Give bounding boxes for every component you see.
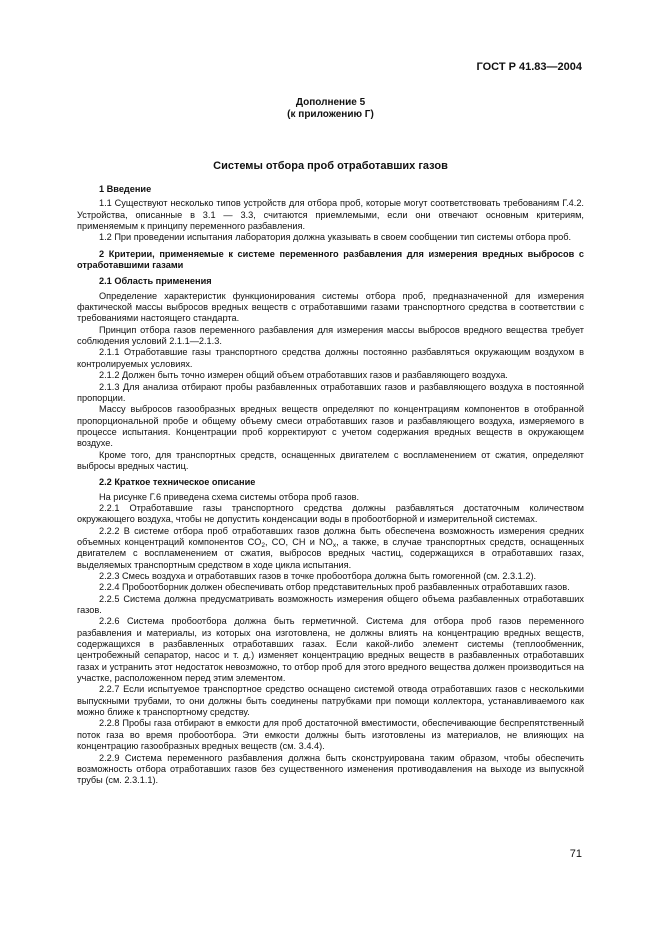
annex-title: Дополнение 5 — [295, 97, 366, 108]
paragraph: 2.2.4 Пробоотборник должен обеспечивать отбор представительных проб разбавленных отработавших газов. — [99, 582, 570, 593]
subsection-heading: 2.1 Область применения — [99, 276, 212, 287]
subscript: 2 — [261, 541, 266, 549]
page-number: 71 — [569, 848, 582, 860]
paragraph: 1.1 Существуют несколько типов устройств для отбора проб, которые могут соответствовать требованиям Г.4.2. Устройства, описанные в 3.1 — 3.3, считаются приемлемыми, если они отвечают основным критериям, применяемым к принципу переменного разбавления. — [77, 198, 584, 232]
text-run: , а также, в случае транспортных средств, оснащенных двигателем с воспламенением от сжатия, выбросов вредных частиц, содержащихся в отработавших газах, выделяемых транспортным средством в ходе цикла испытания. — [77, 536, 584, 570]
paragraph: Определение характеристик функционирования системы отбора проб, предназначенной для измерения фактической массы выбросов вредных веществ с отработавшими газами транспортного средства в соответствии с требованиями настоящего стандарта. — [77, 290, 584, 324]
subsection-heading: 2.2 Краткое техническое описание — [99, 477, 256, 488]
section-heading: 1 Введение — [99, 184, 152, 194]
paragraph: 2.2.3 Смесь воздуха и отработавших газов в точке пробоотбора должна быть гомогенной (см. 2.3.1.2). — [99, 571, 537, 581]
paragraph: 2.1.2 Должен быть точно измерен общий объем отработавших газов и разбавляющего воздуха. — [99, 370, 508, 381]
paragraph: Принцип отбора газов переменного разбавления для измерения массы выбросов вредного вещества требует соблюдения условий 2.1.1—2.1.3. — [77, 324, 584, 347]
paragraph: Кроме того, для транспортных средств, оснащенных двигателем с воспламенением от сжатия, определяют выбросы вредных частиц. — [77, 449, 584, 471]
document-title: Системы отбора проб отработавших газов — [213, 160, 448, 172]
text-run: , CO, CH и NO — [265, 536, 333, 547]
paragraph: 2.2.7 Если испытуемое транспортное средство оснащено системой отвода отработавших газов с несколькими выпускными трубами, то они должны быть соединены патрубками при помощи коллектора, устанавливаемого как можно ближе к транспортному средству. — [77, 684, 584, 718]
paragraph: 2.2.5 Система должна предусматривать возможность измерения общего объема разбавленных отработавших газов. — [77, 593, 584, 616]
document-body — [77, 184, 584, 787]
paragraph: Массу выбросов газообразных вредных веществ определяют по концентрациям компонентов в отобранной пропорциональной пробе и общему объему смеси отработавших газов и разбавляющего воздуха, измеряемого в процессе испытания. Концентрации проб корректируют с учетом содержания вредных веществ в окружающем воздухе. — [77, 404, 584, 449]
paragraph: На рисунке Г.6 приведена схема системы отбора проб газов. — [99, 491, 360, 502]
paragraph: 2.2.8 Пробы газа отбирают в емкости для проб достаточной вместимости, обеспечивающие беспрепятственный поток газа во время пробоотбора. Эти емкости должны быть изготовлены из материалов, не влияющих на концентрацию газообразных вредных веществ (см. 3.4.4). — [77, 718, 584, 752]
subscript: x — [332, 541, 337, 549]
paragraph: 2.1.1 Отработавшие газы транспортного средства должны постоянно разбавляться окружающим воздухом в контролируемых условиях. — [77, 347, 584, 369]
paragraph: 2.2.1 Отработавшие газы транспортного средства должны разбавляться достаточным количеством окружающего воздуха, чтобы не допустить конденсации воды в пробоотборной и измерительной системах. — [77, 502, 584, 525]
paragraph: 2.1.3 Для анализа отбирают пробы разбавленных отработавших газов и разбавляющего воздуха в постоянной пропорции. — [77, 381, 584, 403]
paragraph: 2.2.9 Система переменного разбавления должна быть сконструирована таким образом, чтобы обеспечить возможность отбора отработавших газов без существенного изменения противодавления на выходе из выпускной трубы (см. 2.3.1.1). — [77, 752, 584, 786]
paragraph — [77, 526, 584, 571]
section-heading: 2 Критерии, применяемые к системе переменного разбавления для измерения вредных выбросов с отработавшими газами — [77, 248, 584, 271]
paragraph: 1.2 При проведении испытания лаборатория должна указывать в своем сообщении тип системы отбора проб. — [99, 232, 572, 243]
standard-number: ГОСТ Р 41.83—2004 — [476, 61, 582, 73]
paragraph: 2.2.6 Система пробоотбора должна быть герметичной. Система для отбора проб газов переменного разбавления и материалы, из которых она изготовлена, не должны влиять на концентрацию вредных веществ, содержащихся в разбавленных отработавших газах. Если какой-либо элемент системы (теплообменник, центробежный сепаратор, насос и т. д.) изменяет концентрацию вредных веществ в разбавленных отработавших газах и устранить этот недостаток невозможно, то отбор проб для этого вредного вещества должен производиться на участке, расположенном перед этим элементом. — [77, 616, 584, 684]
text-run: 2.2.2 В системе отбора проб отработавших газов должна быть обеспечена возможность измерения средних объемных концентраций компонентов CO — [77, 525, 584, 547]
annex-subtitle: (к приложению Г) — [287, 109, 374, 120]
